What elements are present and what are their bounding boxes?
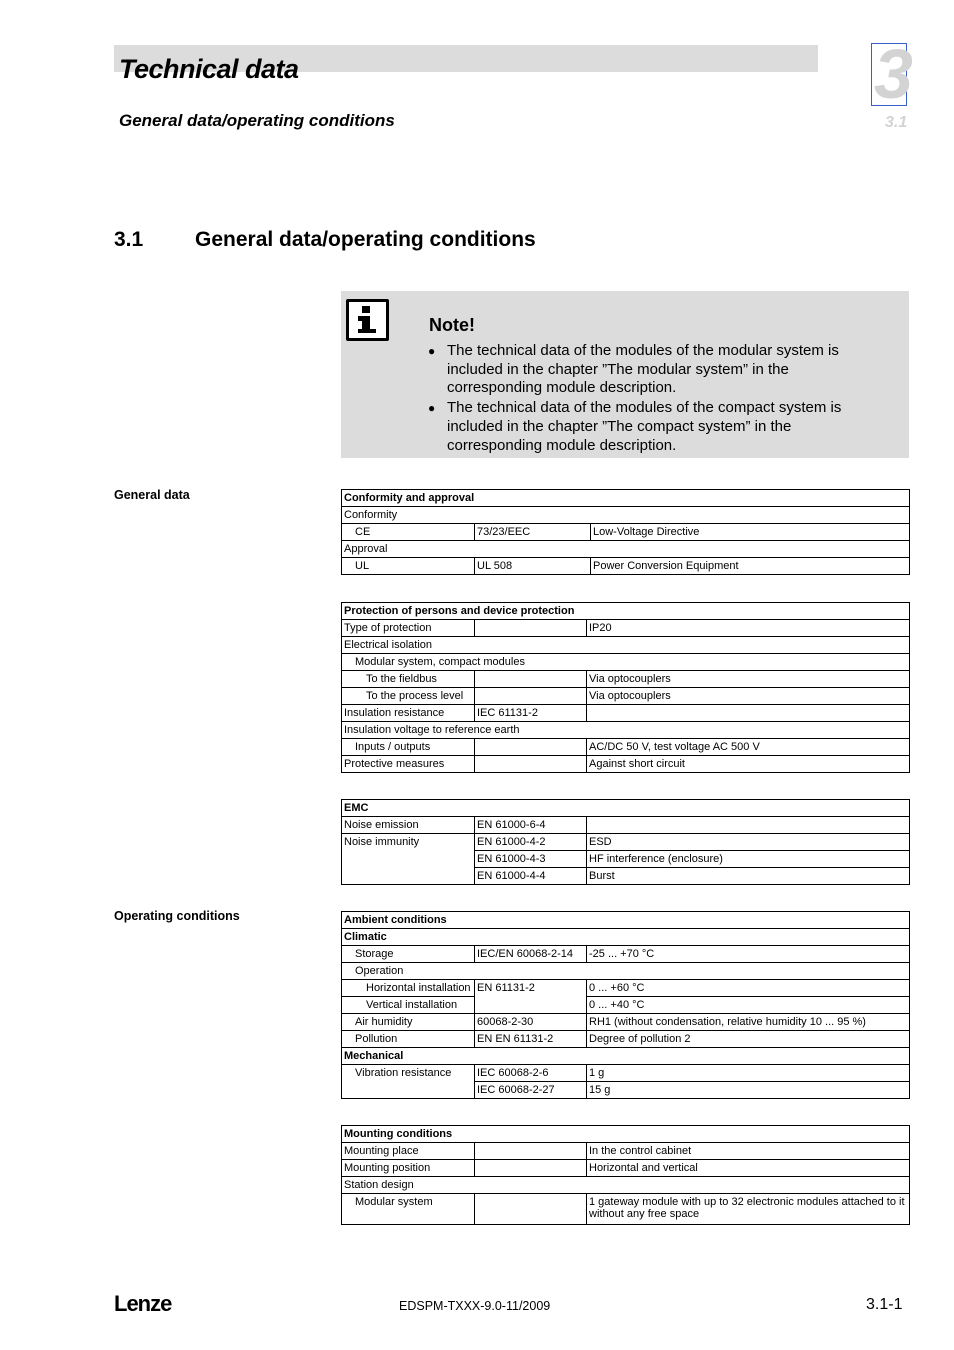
table-cell: -25 ... +70 °C — [587, 946, 910, 963]
table-cell: To the process level — [342, 688, 475, 705]
note-item-text: The technical data of the modules of the compact system is included in the chapter ”The compact system” in the corresponding module description. — [447, 399, 842, 454]
table-cell: HF interference (enclosure) — [587, 851, 910, 868]
table-cell: Air humidity — [342, 1014, 475, 1031]
note-item — [427, 342, 887, 398]
table-cell: Inputs / outputs — [342, 739, 475, 756]
table-row — [342, 654, 910, 671]
table-row — [342, 1194, 910, 1225]
table-row — [342, 912, 910, 929]
table-cell: IEC/EN 60068-2-14 — [475, 946, 587, 963]
table-cell: Pollution — [342, 1031, 475, 1048]
conformity-table — [341, 489, 910, 575]
table-title: EMC — [342, 800, 910, 817]
table-row — [342, 722, 910, 739]
table-cell: To the fieldbus — [342, 671, 475, 688]
table-cell — [475, 997, 587, 1014]
table-cell — [475, 1194, 587, 1225]
table-row — [342, 688, 910, 705]
table-row — [342, 1048, 910, 1065]
table-title: Conformity and approval — [342, 490, 910, 507]
table-cell: Approval — [342, 541, 910, 558]
note-item-text: The technical data of the modules of the modular system is included in the chapter ”The modular system” in the corresponding module description. — [447, 342, 839, 397]
table-row — [342, 739, 910, 756]
table-row — [342, 929, 910, 946]
table-cell: 0 ... +40 °C — [587, 997, 910, 1014]
table-cell: Noise immunity — [342, 834, 475, 885]
table-row — [342, 524, 910, 541]
note-item — [427, 399, 887, 455]
table-cell — [475, 1143, 587, 1160]
table-cell: 15 g — [587, 1082, 910, 1099]
table-cell: Conformity — [342, 507, 910, 524]
table-row — [342, 603, 910, 620]
table-cell — [587, 817, 910, 834]
table-row — [342, 1126, 910, 1143]
table-cell: Storage — [342, 946, 475, 963]
table-cell: CE — [342, 524, 475, 541]
table-row — [342, 507, 910, 524]
table-cell: Power Conversion Equipment — [591, 558, 910, 575]
document-id: EDSPM-TXXX-9.0-11/2009 — [399, 1299, 551, 1313]
table-cell: 1 g — [587, 1065, 910, 1082]
table-row — [342, 963, 910, 980]
table-row — [342, 1065, 910, 1082]
table-row — [342, 1031, 910, 1048]
table-cell: 60068-2-30 — [475, 1014, 587, 1031]
table-cell: 73/23/EEC — [475, 524, 591, 541]
table-cell: Via optocouplers — [587, 671, 910, 688]
page-number: 3.1-1 — [866, 1296, 903, 1313]
info-icon — [346, 299, 389, 341]
table-row — [342, 558, 910, 575]
table-cell: EN EN 61131-2 — [475, 1031, 587, 1048]
table-cell: IEC 61131-2 — [475, 705, 587, 722]
chapter-number-box — [871, 35, 913, 113]
table-cell: EN 61000-4-4 — [475, 868, 587, 885]
table-cell: Station design — [342, 1177, 910, 1194]
table-cell — [475, 671, 587, 688]
note-list — [427, 342, 887, 456]
operating-conditions-label: Operating conditions — [114, 909, 240, 923]
table-cell: Modular system — [342, 1194, 475, 1225]
emc-table — [341, 799, 910, 885]
section-number: 3.1 — [114, 228, 144, 251]
table-cell — [342, 1082, 475, 1099]
table-cell: UL 508 — [475, 558, 591, 575]
table-cell: ESD — [587, 834, 910, 851]
table-subheader: Climatic — [342, 929, 910, 946]
table-cell — [475, 620, 587, 637]
mounting-table — [341, 1125, 910, 1225]
table-row — [342, 620, 910, 637]
table-cell: 1 gateway module with up to 32 electronic modules attached to it without any free space — [587, 1194, 910, 1225]
table-title: Mounting conditions — [342, 1126, 910, 1143]
table-row — [342, 1177, 910, 1194]
table-row — [342, 834, 910, 851]
table-cell — [475, 1160, 587, 1177]
table-row — [342, 980, 910, 997]
bullet-icon: ● — [428, 401, 436, 416]
general-data-label: General data — [114, 488, 190, 502]
table-cell: Via optocouplers — [587, 688, 910, 705]
table-cell: EN 61000-6-4 — [475, 817, 587, 834]
note-title: Note! — [429, 315, 475, 335]
table-cell: Noise emission — [342, 817, 475, 834]
table-row — [342, 637, 910, 654]
table-row — [342, 946, 910, 963]
table-cell: EN 61000-4-2 — [475, 834, 587, 851]
table-cell: AC/DC 50 V, test voltage AC 500 V — [587, 739, 910, 756]
table-cell: EN 61000-4-3 — [475, 851, 587, 868]
table-cell: EN 61131-2 — [475, 980, 587, 997]
table-row — [342, 756, 910, 773]
table-row — [342, 1160, 910, 1177]
protection-table — [341, 602, 910, 773]
chapter-title: Technical data — [119, 54, 299, 84]
table-title: Ambient conditions — [342, 912, 910, 929]
table-cell: Mounting place — [342, 1143, 475, 1160]
table-cell: Horizontal and vertical — [587, 1160, 910, 1177]
table-cell — [475, 688, 587, 705]
table-subheader: Mechanical — [342, 1048, 910, 1065]
table-row — [342, 817, 910, 834]
chapter-number: 3 — [874, 35, 913, 113]
ambient-table — [341, 911, 910, 1099]
table-row — [342, 1014, 910, 1031]
table-row — [342, 705, 910, 722]
table-row — [342, 671, 910, 688]
table-cell — [475, 739, 587, 756]
table-cell: Type of protection — [342, 620, 475, 637]
table-cell: Mounting position — [342, 1160, 475, 1177]
table-cell: Low-Voltage Directive — [591, 524, 910, 541]
table-row — [342, 1082, 910, 1099]
table-cell: IP20 — [587, 620, 910, 637]
table-cell: IEC 60068-2-27 — [475, 1082, 587, 1099]
table-cell: Against short circuit — [587, 756, 910, 773]
table-cell: Degree of pollution 2 — [587, 1031, 910, 1048]
section-title: General data/operating conditions — [195, 228, 536, 251]
table-cell: Insulation voltage to reference earth — [342, 722, 910, 739]
table-cell — [587, 705, 910, 722]
table-cell: In the control cabinet — [587, 1143, 910, 1160]
table-cell: UL — [342, 558, 475, 575]
table-cell: Insulation resistance — [342, 705, 475, 722]
table-row — [342, 997, 910, 1014]
table-row — [342, 541, 910, 558]
bullet-icon: ● — [428, 344, 436, 358]
table-cell: Operation — [342, 963, 910, 980]
table-row — [342, 1143, 910, 1160]
chapter-subtitle: General data/operating conditions — [119, 111, 395, 130]
table-cell: RH1 (without condensation, relative humidity 10 ... 95 %) — [587, 1014, 910, 1031]
table-cell: Vibration resistance — [342, 1065, 475, 1082]
table-cell: Protective measures — [342, 756, 475, 773]
table-cell: Horizontal installation — [342, 980, 475, 997]
table-title: Protection of persons and device protection — [342, 603, 910, 620]
lenze-logo: Lenze — [114, 1291, 172, 1316]
table-cell: IEC 60068-2-6 — [475, 1065, 587, 1082]
table-row — [342, 490, 910, 507]
table-cell: Modular system, compact modules — [342, 654, 910, 671]
section-marker: 3.1 — [885, 114, 908, 131]
table-cell: Vertical installation — [342, 997, 475, 1014]
table-row — [342, 800, 910, 817]
table-cell: Electrical isolation — [342, 637, 910, 654]
table-cell: 0 ... +60 °C — [587, 980, 910, 997]
table-cell: Burst — [587, 868, 910, 885]
table-cell — [475, 756, 587, 773]
